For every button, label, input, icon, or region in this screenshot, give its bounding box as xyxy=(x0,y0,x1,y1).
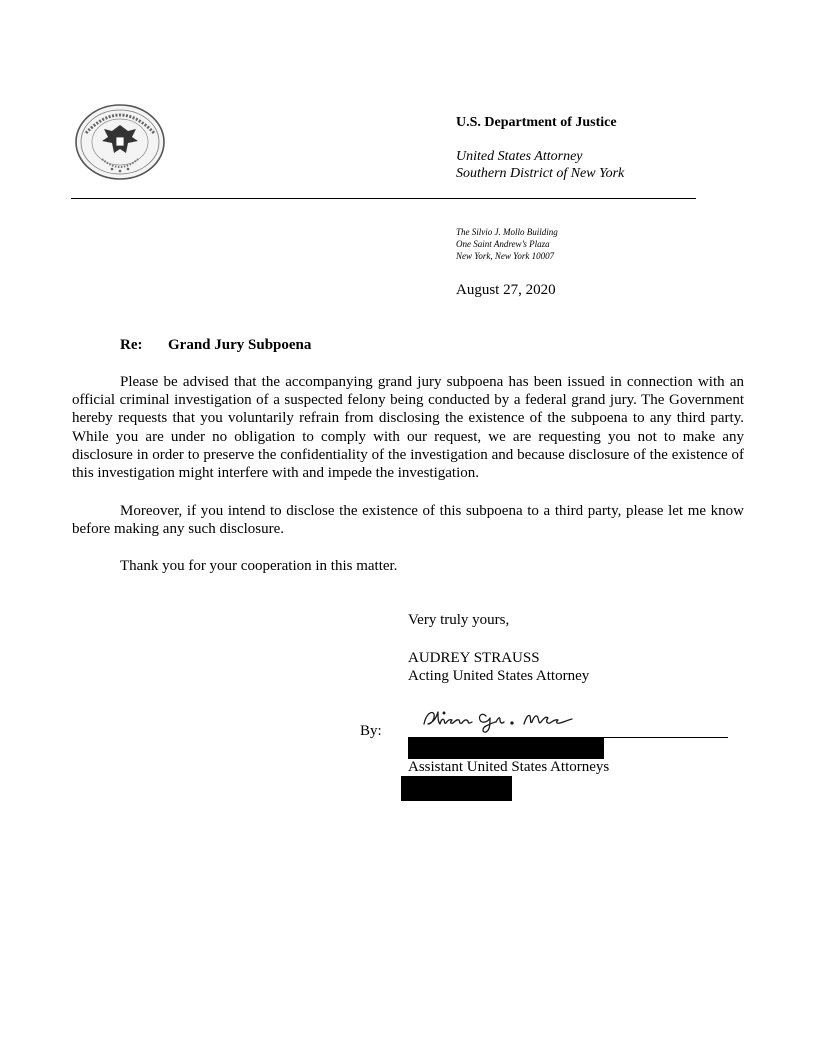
letter-date: August 27, 2020 xyxy=(456,282,556,298)
address-line-1: The Silvio J. Mollo Building xyxy=(456,227,558,237)
address-line-3: New York, New York 10007 xyxy=(456,251,555,261)
letterhead-divider xyxy=(71,198,696,199)
department-name: U.S. Department of Justice xyxy=(456,115,617,130)
office-name xyxy=(456,148,624,182)
office-address xyxy=(456,226,558,262)
redaction-bar xyxy=(401,776,512,801)
signer-block xyxy=(408,649,589,685)
office-line-2: Southern District of New York xyxy=(456,166,625,181)
paragraph-text: Thank you for your cooperation in this matter. xyxy=(120,558,398,574)
office-line-1: United States Attorney xyxy=(456,149,583,164)
signer-title: Acting United States Attorney xyxy=(408,668,590,684)
redaction-bar xyxy=(408,738,604,759)
address-line-2: One Saint Andrew’s Plaza xyxy=(456,239,550,249)
paragraph-text: Moreover, if you intend to disclose the existence of this subpoena to a third party, please let me know before making any such disclosure. xyxy=(72,503,744,538)
body-paragraph-2 xyxy=(72,502,744,538)
doj-seal-icon xyxy=(74,103,166,181)
body-paragraph-1 xyxy=(72,373,744,482)
signer-name: AUDREY STRAUSS xyxy=(408,650,540,666)
paragraph-text: Please be advised that the accompanying grand jury subpoena has been issued in connection with an official criminal investigation of a suspected felony being conducted by a federal grand jury. The Government hereby requests that you voluntarily refrain from disclosing the existence of the subpoena to any third party. While you are under no obligation to comply with our request, we are requesting you not to make any disclosure in order to preserve the confidentiality of the investigation and because disclosure of the existence of this investigation might interfere with and impede the investigation. xyxy=(72,374,744,482)
subject-line xyxy=(120,337,311,354)
subject-label: Re: xyxy=(120,337,143,353)
handwritten-signature xyxy=(420,700,590,734)
by-label: By: xyxy=(360,723,382,739)
closing-salutation: Very truly yours, xyxy=(408,612,510,628)
subject-title: Grand Jury Subpoena xyxy=(168,337,312,353)
body-paragraph-3 xyxy=(72,557,744,575)
signatory-title: Assistant United States Attorneys xyxy=(408,759,610,775)
